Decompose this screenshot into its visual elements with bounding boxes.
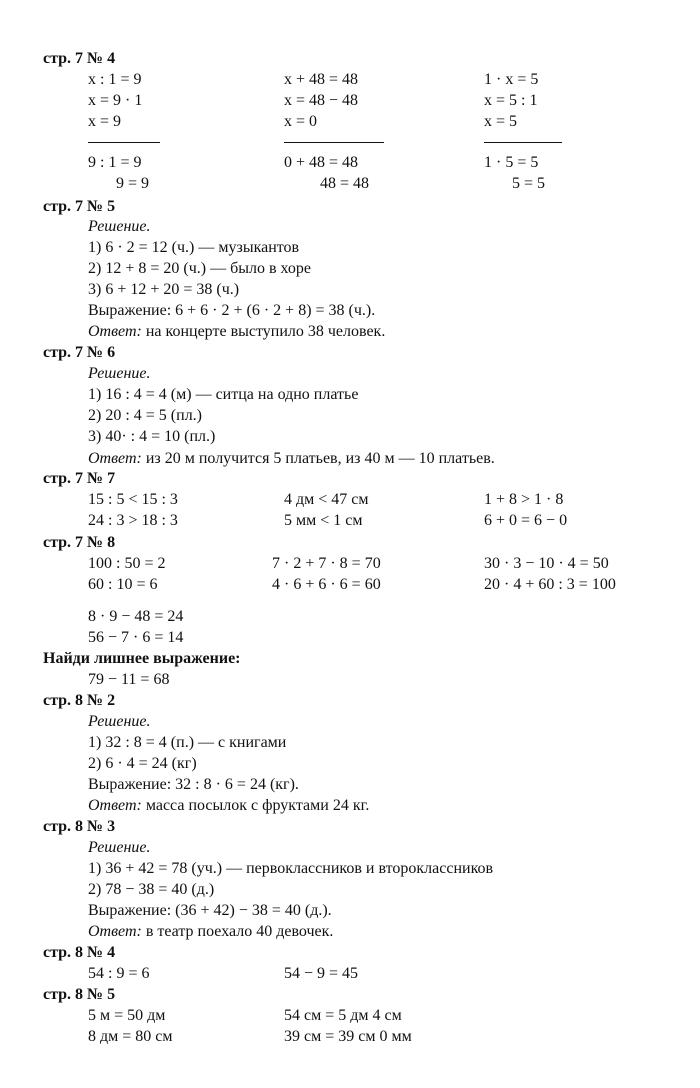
equation: 56 − 7 · 6 = 14 xyxy=(88,629,184,646)
equation: 1 · x = 5 xyxy=(484,71,539,88)
solution-label: Решение. xyxy=(88,839,151,856)
section-heading: стр. 8 № 4 xyxy=(43,944,116,961)
check-line: 0 + 48 = 48 xyxy=(284,154,359,171)
solution-step: 1) 16 : 4 = 4 (м) — ситца на одно платье xyxy=(88,386,359,403)
comparison: 15 : 5 < 15 : 3 xyxy=(88,491,178,508)
equation: 60 : 10 = 6 xyxy=(88,576,158,593)
comparison: 1 + 8 > 1 · 8 xyxy=(484,491,564,508)
equation: x = 48 − 48 xyxy=(284,92,359,109)
section-heading: стр. 8 № 3 xyxy=(43,818,116,835)
equation: 79 − 11 = 68 xyxy=(88,671,170,688)
solution-step: 2) 78 − 38 = 40 (д.) xyxy=(88,881,215,898)
conversion: 39 см = 39 см 0 мм xyxy=(284,1028,412,1045)
equation: x = 9 xyxy=(88,113,122,130)
equation: 54 − 9 = 45 xyxy=(284,965,359,982)
solution-step: 1) 6 · 2 = 12 (ч.) — музыкантов xyxy=(88,239,300,256)
answer-label: Ответ: xyxy=(88,323,142,340)
comparison: 24 : 3 > 18 : 3 xyxy=(88,512,178,529)
section-heading: стр. 8 № 5 xyxy=(43,986,116,1003)
equation: 54 : 9 = 6 xyxy=(88,965,150,982)
answer-text: на концерте выступило 38 человек. xyxy=(141,323,386,340)
conversion: 54 см = 5 дм 4 см xyxy=(284,1007,402,1024)
equation: 30 · 3 − 10 · 4 = 50 xyxy=(484,555,609,572)
check-divider xyxy=(284,142,384,143)
answer-text: масса посылок с фруктами 24 кг. xyxy=(141,797,370,814)
section-heading: стр. 7 № 7 xyxy=(43,470,116,487)
answer-label: Ответ: xyxy=(88,923,142,940)
solution-step: 2) 6 · 4 = 24 (кг) xyxy=(88,755,197,772)
solution-step: 2) 12 + 8 = 20 (ч.) — было в хоре xyxy=(88,260,311,277)
section-heading: стр. 7 № 5 xyxy=(43,198,116,215)
equation: x = 5 : 1 xyxy=(484,92,538,109)
comparison: 5 мм < 1 см xyxy=(284,512,363,529)
check-line: 5 = 5 xyxy=(512,175,546,192)
answer-label: Ответ: xyxy=(88,797,142,814)
comparison: 4 дм < 47 см xyxy=(284,491,369,508)
equation: 8 · 9 − 48 = 24 xyxy=(88,608,184,625)
answer-line xyxy=(88,448,495,469)
solution-step: 3) 6 + 12 + 20 = 38 (ч.) xyxy=(88,281,240,298)
equation: 20 · 4 + 60 : 3 = 100 xyxy=(484,576,616,593)
answer-line xyxy=(88,321,385,342)
section-heading: стр. 7 № 4 xyxy=(43,50,116,67)
equation: 4 · 6 + 6 · 6 = 60 xyxy=(272,576,381,593)
check-line: 9 : 1 = 9 xyxy=(88,154,142,171)
equation: x : 1 = 9 xyxy=(88,71,142,88)
solution-label: Решение. xyxy=(88,218,151,235)
conversion: 8 дм = 80 см xyxy=(88,1028,173,1045)
answer-line xyxy=(88,921,333,942)
check-divider xyxy=(88,142,160,143)
equation: 100 : 50 = 2 xyxy=(88,555,166,572)
solution-step: 2) 20 : 4 = 5 (пл.) xyxy=(88,407,202,424)
expression-line: Выражение: 6 + 6 · 2 + (6 · 2 + 8) = 38 (ч.). xyxy=(88,302,376,319)
check-divider xyxy=(484,142,562,143)
answer-text: в театр поехало 40 девочек. xyxy=(141,923,334,940)
comparison: 6 + 0 = 6 − 0 xyxy=(484,512,568,529)
equation: 7 · 2 + 7 · 8 = 70 xyxy=(272,555,381,572)
expression-line: Выражение: 32 : 8 · 6 = 24 (кг). xyxy=(88,776,299,793)
expression-line: Выражение: (36 + 42) − 38 = 40 (д.). xyxy=(88,902,332,919)
solution-step: 3) 40· : 4 = 10 (пл.) xyxy=(88,428,216,445)
equation: x = 5 xyxy=(484,113,518,130)
check-line: 48 = 48 xyxy=(320,175,370,192)
answer-label: Ответ: xyxy=(88,450,142,467)
section-heading: Найди лишнее выражение: xyxy=(43,650,241,667)
check-line: 1 · 5 = 5 xyxy=(484,154,539,171)
section-heading: стр. 7 № 8 xyxy=(43,534,116,551)
equation: x + 48 = 48 xyxy=(284,71,359,88)
equation: x = 0 xyxy=(284,113,318,130)
check-line: 9 = 9 xyxy=(116,175,150,192)
section-heading: стр. 7 № 6 xyxy=(43,344,116,361)
solution-label: Решение. xyxy=(88,365,151,382)
solution-step: 1) 36 + 42 = 78 (уч.) — первоклассников и второклассников xyxy=(88,860,494,877)
solution-label: Решение. xyxy=(88,713,151,730)
conversion: 5 м = 50 дм xyxy=(88,1007,166,1024)
answer-text: из 20 м получится 5 платьев, из 40 м — 10 платьев. xyxy=(141,450,495,467)
section-heading: стр. 8 № 2 xyxy=(43,692,116,709)
equation: x = 9 · 1 xyxy=(88,92,143,109)
solution-step: 1) 32 : 8 = 4 (п.) — с книгами xyxy=(88,734,287,751)
answer-line xyxy=(88,795,369,816)
